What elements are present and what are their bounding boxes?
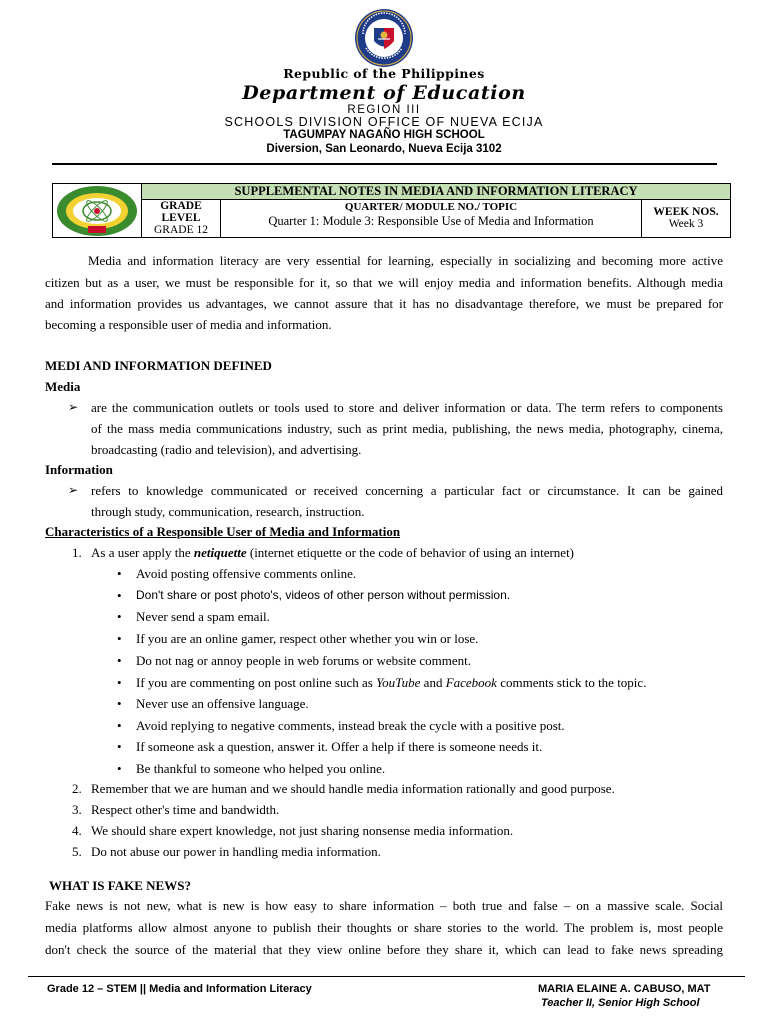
deped-seal-logo xyxy=(354,8,414,68)
item-1-number: 1. xyxy=(72,545,82,560)
media-def-line-1: are the communication outlets or tools used to store and deliver information or data. The term refers to components xyxy=(91,400,723,415)
item-5-text: Do not abuse our power in handling media information. xyxy=(91,844,381,859)
information-label: Information xyxy=(45,462,113,477)
bullet-item-1: Avoid posting offensive comments online. xyxy=(136,566,357,581)
division-line: SCHOOLS DIVISION OFFICE OF NUEVA ECIJA xyxy=(224,115,544,129)
intro-line-1: Media and information literacy are very essential for learning, especially in socializing and becoming more active xyxy=(88,253,723,268)
bullet-item-2: Don't share or post photo's, videos of other person without permission. xyxy=(136,588,511,602)
bullet-dot-icon: • xyxy=(117,675,122,690)
bullet-item-6: If you are commenting on post online such as YouTube and Facebook comments stick to the topic. xyxy=(136,675,647,690)
fake-news-line-2: media platforms allow almost anyone to publish their thoughts or share stories to the world. The problem is, most people xyxy=(45,920,723,935)
fake-news-line-1: Fake news is not new, what is new is how easy to share information – both true and false – on a massive scale. Social xyxy=(45,898,723,913)
characteristics-heading: Characteristics of a Responsible User of Media and Information xyxy=(45,524,401,539)
topic-value: Quarter 1: Module 3: Responsible Use of Media and Information xyxy=(221,213,642,237)
info-def-line-1: refers to knowledge communicated or received concerning a particular fact or circumstance. It can be gained xyxy=(91,483,723,498)
item-2-number: 2. xyxy=(72,781,82,796)
bullet-dot-icon: • xyxy=(117,653,122,668)
grade-level-label: GRADE LEVEL xyxy=(160,200,202,224)
footer-role: Teacher II, Senior High School xyxy=(541,997,700,1009)
fake-news-line-3: don't check the source of the material that they view online before they share it, which can lead to fake news spreading xyxy=(45,942,723,957)
arrow-bullet-icon: ➢ xyxy=(68,400,79,414)
footer-course: Grade 12 – STEM || Media and Information Literacy xyxy=(47,983,312,995)
week-cell xyxy=(642,200,731,238)
info-def-line-2: through study, communication, research, instruction. xyxy=(91,504,365,519)
intro-line-4: becoming a responsible user of media and information. xyxy=(45,317,332,332)
bullet-item-10: Be thankful to someone who helped you online. xyxy=(136,761,386,776)
school-logo xyxy=(55,185,139,237)
intro-line-3: and information provides us advantages, we cannot assure that it has no disadvantage therefore, we must be prepared for xyxy=(45,296,723,311)
republic-line: Republic of the Philippines xyxy=(283,66,485,81)
defined-heading: MEDI AND INFORMATION DEFINED xyxy=(45,358,272,373)
notes-banner: SUPPLEMENTAL NOTES IN MEDIA AND INFORMATION LITERACY xyxy=(142,184,731,200)
school-address: Diversion, San Leonardo, Nueva Ecija 3102 xyxy=(266,143,502,155)
item-4-number: 4. xyxy=(72,823,82,838)
bullet-item-3: Never send a spam email. xyxy=(136,609,270,624)
bullet-item-4: If you are an online gamer, respect other whether you win or lose. xyxy=(136,631,479,646)
media-label: Media xyxy=(45,379,81,394)
media-def-line-3: broadcasting (radio and television), and advertising. xyxy=(91,442,362,457)
footer-author: MARIA ELAINE A. CABUSO, MAT xyxy=(538,983,711,995)
bullet-dot-icon: • xyxy=(117,761,122,776)
item-5-number: 5. xyxy=(72,844,82,859)
bullet-dot-icon: • xyxy=(117,739,122,754)
fake-news-heading: WHAT IS FAKE NEWS? xyxy=(49,878,191,893)
intro-line-2: citizen but as a user, we must be responsible for it, so that we will enjoy media and information benefits. Although media xyxy=(45,275,723,290)
footer-divider xyxy=(28,976,745,977)
bullet-item-8: Avoid replying to negative comments, instead break the cycle with a positive post. xyxy=(136,718,565,733)
item-3-text: Respect other's time and bandwidth. xyxy=(91,802,280,817)
bullet-dot-icon: • xyxy=(117,609,122,624)
media-def-line-2: of the mass media communications industry, such as print media, publishing, the news media, photography, cinema, xyxy=(91,421,723,436)
bullet-item-9: If someone ask a question, answer it. Offer a help if there is someone needs it. xyxy=(136,739,543,754)
region-line: REGION III xyxy=(347,104,421,116)
department-title: Department of Education xyxy=(242,82,526,104)
module-info-table xyxy=(52,183,731,238)
arrow-bullet-icon: ➢ xyxy=(68,483,79,497)
quarter-module-topic-label: QUARTER/ MODULE NO./ TOPIC xyxy=(221,200,642,214)
item-3-number: 3. xyxy=(72,802,82,817)
header-divider xyxy=(52,163,717,165)
grade-level-value: GRADE 12 xyxy=(154,224,208,236)
bullet-dot-icon: • xyxy=(117,718,122,733)
grade-level-cell xyxy=(142,200,221,238)
bullet-dot-icon: • xyxy=(117,566,122,581)
item-4-text: We should share expert knowledge, not just sharing nonsense media information. xyxy=(91,823,514,838)
bullet-item-5: Do not nag or annoy people in web forums or website comment. xyxy=(136,653,472,668)
item-2-text: Remember that we are human and we should handle media information rationally and good purpose. xyxy=(91,781,615,796)
school-name: TAGUMPAY NAGAÑO HIGH SCHOOL xyxy=(283,129,485,141)
week-label: WEEK NOS. xyxy=(653,206,719,218)
week-value: Week 3 xyxy=(668,218,704,230)
bullet-dot-icon: • xyxy=(117,631,122,646)
item-1-text: As a user apply the netiquette (internet etiquette or the code of behavior of using an internet) xyxy=(91,545,575,560)
bullet-dot-icon: • xyxy=(117,588,122,603)
bullet-item-7: Never use an offensive language. xyxy=(136,696,309,711)
school-logo-cell xyxy=(53,184,142,238)
bullet-dot-icon: • xyxy=(117,696,122,711)
